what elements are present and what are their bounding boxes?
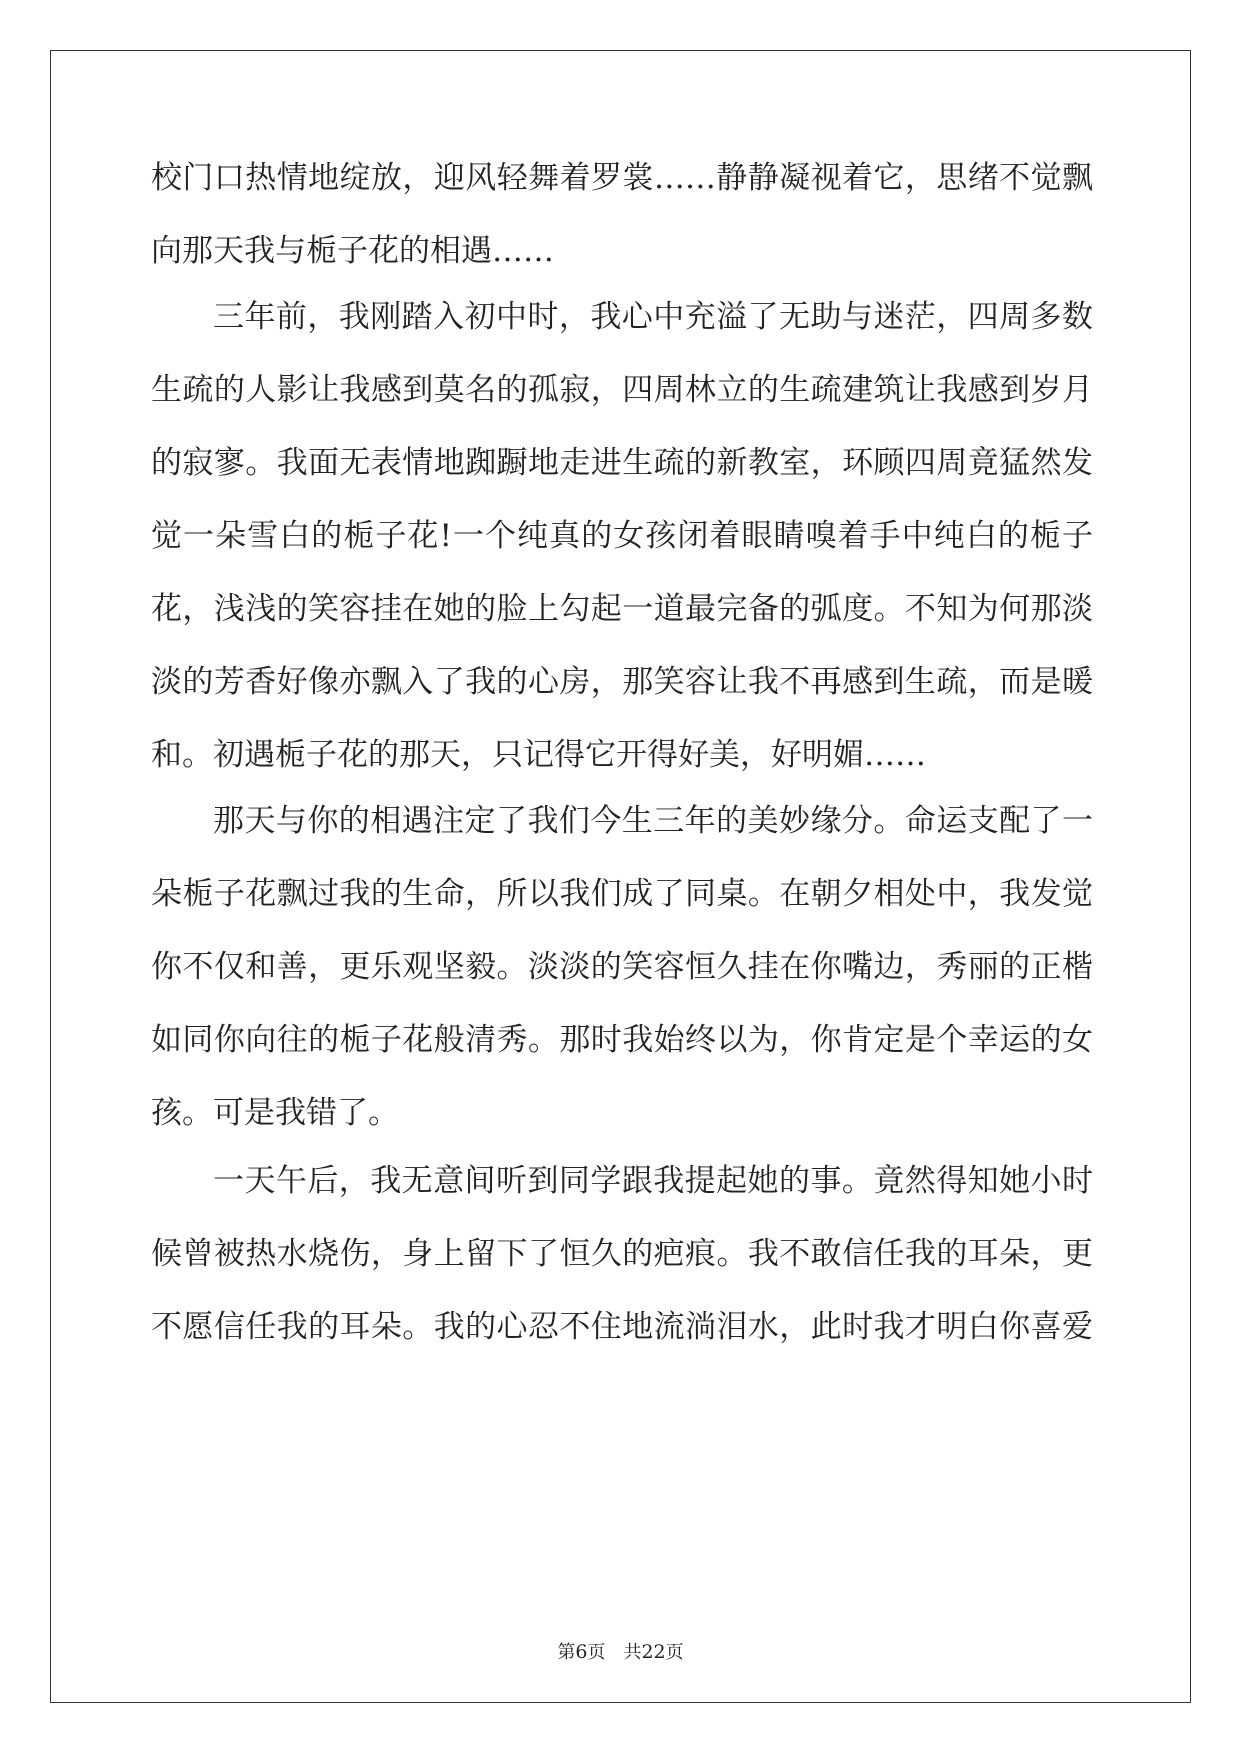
text-line: 向那天我与栀子花的相遇……: [151, 233, 554, 269]
text-line: 候曾被热水烧伤，身上留下了恒久的疤痕。我不敢信任我的耳朵，更: [151, 1236, 1093, 1272]
paragraph-first-line: 三年前，我刚踏入初中时，我心中充溢了无助与迷茫，四周多数: [213, 299, 1093, 335]
footer-total-suffix: 页: [665, 1642, 684, 1663]
text-line: 不愿信任我的耳朵。我的心忍不住地流淌泪水，此时我才明白你喜爱: [151, 1309, 1093, 1345]
text-line: 你不仅和善，更乐观坚毅。淡淡的笑容恒久挂在你嘴边，秀丽的正楷: [151, 949, 1093, 985]
footer-page-suffix: 页: [587, 1642, 606, 1663]
paragraph-first-line: 那天与你的相遇注定了我们今生三年的美妙缘分。命运支配了一: [213, 803, 1093, 839]
footer-page-prefix: 第: [557, 1642, 576, 1663]
text-line: 花，浅浅的笑容挂在她的脸上勾起一道最完备的弧度。不知为何那淡: [151, 591, 1093, 627]
footer-page-number: 6: [575, 1641, 588, 1663]
text-line: 觉一朵雪白的栀子花!一个纯真的女孩闭着眼睛嗅着手中纯白的栀子: [151, 518, 1093, 554]
footer-total-prefix: 共: [623, 1642, 642, 1663]
text-line: 朵栀子花飘过我的生命，所以我们成了同桌。在朝夕相处中，我发觉: [151, 876, 1093, 912]
text-line: 校门口热情地绽放，迎风轻舞着罗裳……静静凝视着它，思绪不觉飘: [151, 160, 1093, 196]
text-line: 的寂寥。我面无表情地踟蹰地走进生疏的新教室，环顾四周竟猛然发: [151, 445, 1093, 481]
page-footer: [0, 1640, 1241, 1665]
paragraph-first-line: 一天午后，我无意间听到同学跟我提起她的事。竟然得知她小时: [213, 1163, 1093, 1199]
text-line: 和。初遇栀子花的那天，只记得它开得好美，好明媚……: [151, 737, 926, 773]
text-line: 如同你向往的栀子花般清秀。那时我始终以为，你肯定是个幸运的女: [151, 1022, 1093, 1058]
footer-total-pages: 22: [641, 1641, 666, 1663]
text-line: 生疏的人影让我感到莫名的孤寂，四周林立的生疏建筑让我感到岁月: [151, 372, 1093, 408]
text-line: 孩。可是我错了。: [151, 1095, 399, 1131]
text-line: 淡的芳香好像亦飘入了我的心房，那笑容让我不再感到生疏，而是暖: [151, 664, 1093, 700]
